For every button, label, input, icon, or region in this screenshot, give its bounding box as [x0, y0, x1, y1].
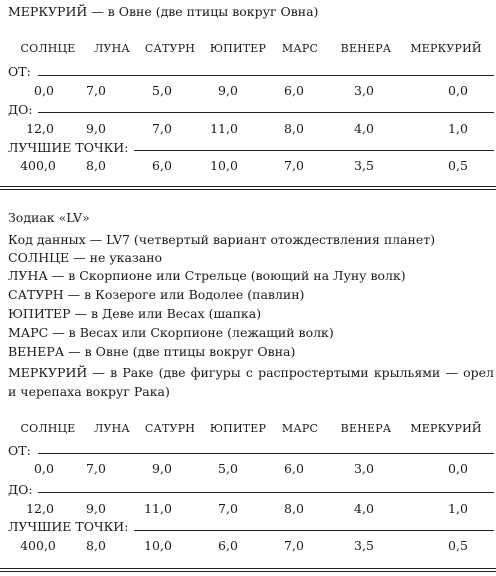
from-value-venus: 3,0 [354, 83, 374, 98]
column-header-moon: ЛУНА [94, 42, 130, 55]
column-header-sun: СОЛНЦЕ [20, 422, 76, 435]
to-value-moon: 9,0 [86, 121, 106, 136]
from-row-label: ОТ: [8, 443, 31, 458]
from-value-mars: 6,0 [284, 461, 304, 476]
zodiac-line-mercury: МЕРКУРИЙ — в Раке (две фигуры с распростертыми крыльями — орел и черепаха вокруг Рака) [8, 365, 494, 399]
to-value-jupiter: 11,0 [210, 121, 238, 136]
from-value-mars: 6,0 [284, 83, 304, 98]
best-value-sun: 400,0 [20, 538, 56, 553]
best-value-sun: 400,0 [20, 158, 56, 173]
from-row-rule [38, 75, 494, 76]
column-header-saturn: САТУРН [144, 422, 196, 435]
zodiac-line-mars: МАРС — в Весах или Скорпионе (лежащий волк) [8, 325, 334, 340]
zodiac-line-venus: ВЕНЕРА — в Овне (две птицы вокруг Овна) [8, 344, 296, 359]
from-value-saturn: 9,0 [152, 461, 172, 476]
column-header-venus: ВЕНЕРА [340, 42, 392, 55]
to-value-saturn: 7,0 [152, 121, 172, 136]
best-points-rule [134, 150, 494, 151]
zodiac-line-data-code: Код данных — LV7 (четвертый вариант отождествления планет) [8, 232, 436, 247]
from-value-moon: 7,0 [86, 461, 106, 476]
from-value-sun: 0,0 [34, 83, 54, 98]
best-value-mercury: 0,5 [448, 158, 468, 173]
to-row-rule [38, 492, 494, 493]
best-points-label: ЛУЧШИЕ ТОЧКИ: [8, 519, 129, 534]
from-value-moon: 7,0 [86, 83, 106, 98]
best-points-rule [134, 530, 494, 531]
section-divider [0, 186, 496, 190]
to-value-venus: 4,0 [354, 501, 374, 516]
best-value-mars: 7,0 [284, 158, 304, 173]
best-value-venus: 3,5 [354, 538, 374, 553]
to-row-label: ДО: [8, 102, 33, 117]
to-value-mars: 8,0 [284, 501, 304, 516]
to-value-jupiter: 7,0 [218, 501, 238, 516]
best-value-venus: 3,5 [354, 158, 374, 173]
to-value-mercury: 1,0 [448, 121, 468, 136]
column-header-mercury: МЕРКУРИЙ [410, 422, 482, 435]
to-value-sun: 12,0 [26, 501, 54, 516]
best-value-jupiter: 6,0 [218, 538, 238, 553]
from-value-jupiter: 5,0 [218, 461, 238, 476]
to-value-venus: 4,0 [354, 121, 374, 136]
best-value-mars: 7,0 [284, 538, 304, 553]
from-row-rule [38, 453, 494, 454]
from-value-jupiter: 9,0 [218, 83, 238, 98]
best-value-moon: 8,0 [86, 538, 106, 553]
from-row-label: ОТ: [8, 64, 31, 79]
from-value-sun: 0,0 [34, 461, 54, 476]
column-header-mercury: МЕРКУРИЙ [410, 42, 482, 55]
zodiac-line-jupiter: ЮПИТЕР — в Деве или Весах (шапка) [8, 306, 262, 321]
from-value-mercury: 0,0 [448, 83, 468, 98]
column-header-mars: МАРС [281, 42, 319, 55]
best-value-saturn: 6,0 [152, 158, 172, 173]
to-value-sun: 12,0 [26, 121, 54, 136]
from-value-saturn: 5,0 [152, 83, 172, 98]
best-value-mercury: 0,5 [448, 538, 468, 553]
to-value-mercury: 1,0 [448, 501, 468, 516]
to-value-mars: 8,0 [284, 121, 304, 136]
best-value-jupiter: 10,0 [210, 158, 238, 173]
to-row-label: ДО: [8, 482, 33, 497]
column-header-moon: ЛУНА [94, 422, 130, 435]
zodiac-line-saturn: САТУРН — в Козероге или Водолее (павлин) [8, 287, 305, 302]
best-value-moon: 8,0 [86, 158, 106, 173]
zodiac-line-moon: ЛУНА — в Скорпионе или Стрельце (воющий на Луну волк) [8, 268, 406, 283]
zodiac-line-sun: СОЛНЦЕ — не указано [8, 250, 163, 265]
best-points-label: ЛУЧШИЕ ТОЧКИ: [8, 140, 129, 155]
best-value-saturn: 10,0 [144, 538, 172, 553]
mercury-description-line: МЕРКУРИЙ — в Овне (две птицы вокруг Овна) [8, 4, 319, 19]
zodiac-title: Зодиак «LV» [8, 210, 90, 225]
from-value-venus: 3,0 [354, 461, 374, 476]
column-header-saturn: САТУРН [144, 42, 196, 55]
to-value-moon: 9,0 [86, 501, 106, 516]
column-header-venus: ВЕНЕРА [340, 422, 392, 435]
to-row-rule [38, 112, 494, 113]
column-header-jupiter: ЮПИТЕР [209, 422, 267, 435]
column-header-mars: МАРС [281, 422, 319, 435]
column-header-sun: СОЛНЦЕ [20, 42, 76, 55]
bottom-divider [0, 568, 496, 572]
column-header-jupiter: ЮПИТЕР [209, 42, 267, 55]
to-value-saturn: 11,0 [144, 501, 172, 516]
from-value-mercury: 0,0 [448, 461, 468, 476]
